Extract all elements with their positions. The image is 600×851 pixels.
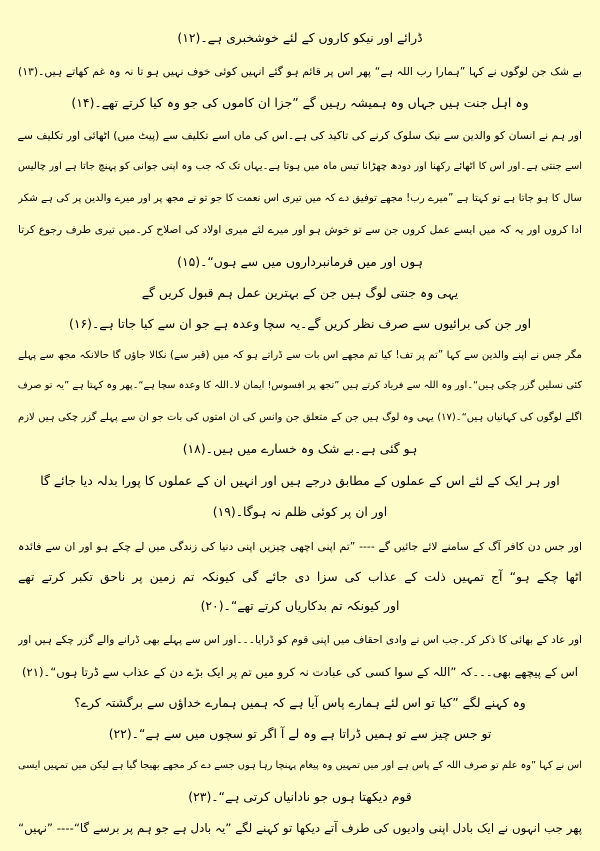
- text-line: یہی وہ جنتی لوگ ہیں جن کے بہترین عمل ہم قبول کریں گے: [141, 285, 459, 300]
- text-line: وہ اہل جنت ہیں جہاں وہ ہمیشہ رہیں گے ”جزا ان کاموں کی جو وہ کیا کرتے تھے۔(۱۴): [71, 95, 529, 110]
- text-line: ہوں اور میں فرمانبرداروں میں سے ہوں“۔(۱۵): [177, 254, 423, 269]
- text-line: اور ان پر کوئی ظلم نہ ہوگا۔(۱۹): [212, 504, 388, 519]
- text-line: قوم دیکھتا ہوں جو نادانیاں کرتی ہے“۔(۲۳): [188, 789, 412, 804]
- text-line: اور عاد کے بھائی کا ذکر کر۔جب اس نے وادی احقاف میں اپنی قوم کو ڈرایا۔۔۔اور اس سے پہلے بھی ڈرانے والے گزر چکے ہیں اور: [18, 634, 582, 646]
- text-line: ہو گئی ہے۔بے شک وہ خسارے میں ہیں۔(۱۸): [182, 441, 418, 456]
- text-line: اور ہم نے انسان کو والدین سے نیک سلوک کرنے کی تاکید کی ہے۔اس کی ماں اسے تکلیف سے (پیٹ میں) اٹھائی اور تکلیف سے: [18, 129, 582, 142]
- text-line: تو جس چیز سے تو ہمیں ڈراتا ہے وہ لے آ اگر تو سچوں میں سے ہے“۔(۲۲): [108, 726, 492, 741]
- text-line: اسے جنتی ہے۔اور اس کا اٹھائے رکھنا اور دودھ چھڑانا تیس ماہ میں ہوتا ہے۔یہاں تک کہ جب وہ اپنی جوانی کو پہنچ جاتا ہے اور چالیس: [18, 161, 582, 172]
- text-line: ادا کروں اور یہ کہ میں ایسے عمل کروں جن سے تو خوش ہو اور میرے لئے میری اولاد کی اصلاح کر۔میں تیری طرف رجوع کرتا: [18, 224, 582, 236]
- text-line: اور کیونکہ تم بدکاریاں کرتے تھے“۔(۲۰): [200, 598, 400, 613]
- text-line: اس نے کہا ”وہ علم تو صرف اللہ کے پاس ہے اور میں تمہیں وہ پیغام پہنچا رہا ہوں جسے دے کر مجھے بھیجا گیا ہے لیکن میں تمہیں ایسی: [18, 760, 582, 771]
- text-line: کئی نسلیں گزر چکی ہیں“۔اور وہ اللہ سے فریاد کرتے ہیں ”تجھ پر افسوس! ایمان لا۔اللہ کا وعدہ سچا ہے“۔پھر وہ کہتا ہے ”یہ تو صرف: [18, 380, 582, 391]
- text-line: اور جن کی برائیوں سے صرف نظر کریں گے۔یہ سچا وعدہ ہے جو ان سے کیا جاتا ہے۔(۱۶): [68, 316, 532, 331]
- text-line: اگلے لوگوں کی کہانیاں ہیں“۔(۱۷) یہی وہ لوگ ہیں جن کے متعلق جن وانس کی ان امتوں کی بات جو ان سے پہلے گزر چکی ہیں لازم: [18, 412, 582, 423]
- text-line: اور جس دن کافر آگ کے سامنے لائے جائیں گے ---- ”تم اپنی اچھی چیزیں اپنی دنیا کی زندگی میں لے چکے ہو اور ان سے فائدہ: [18, 540, 582, 553]
- text-line: سال کا ہو جاتا ہے تو کہتا ہے ”میرے رب! مجھے توفیق دے کہ میں تیری اس نعمت کا جو تو نے مجھ پر اور میرے والدین پر کی ہے شکر: [18, 193, 582, 204]
- text-line: اٹھا چکے ہو“ آج تمہیں ذلت کے عذاب کی سزا دی جائے گی کیونکہ تم زمین پر ناحق تکبر کرتے تھے: [18, 569, 582, 584]
- text-line: وہ کہنے لگے ”کیا تو اس لئے ہمارے پاس آیا ہے کہ ہمیں ہمارے خداؤں سے برگشتہ کرے؟: [74, 695, 526, 710]
- text-line: اس کے پیچھے بھی۔۔۔کہ ”اللہ کے سوا کسی کی عبادت نہ کرو میں تم پر ایک بڑے دن کے عذاب سے ڈرتا ہوں“۔(۲۱): [21, 665, 579, 679]
- text-line: بے شک جن لوگوں نے کہا ”ہمارا رب اللہ ہے“ پھر اس پر قائم ہو گئے انہیں کوئی خوف نہیں ہو تا نہ وہ غم کھاتے ہیں۔(۱۳): [18, 65, 582, 78]
- text-line: مگر جس نے اپنے والدین سے کہا ”تم پر تف! کیا تم مجھے اس بات سے ڈراتے ہو کہ میں (قبر سے) نکالا جاؤں گا حالانکہ مجھ سے پہلے: [18, 350, 582, 361]
- text-line: ڈرائے اور نیکو کاروں کے لئے خوشخبری ہے۔(۱۲): [177, 30, 423, 45]
- text-line: پھر جب انہوں نے ایک بادل اپنی وادیوں کی طرف آتے دیکھا تو کہنے لگے ”یہ بادل ہے جو ہم پر برسے گا“---- ”نہیں“: [18, 821, 582, 835]
- text-line: اور ہر ایک کے لئے اس کے عملوں کے مطابق درجے ہیں اور انہیں ان کے عملوں کا پورا بدلہ دیا جائے گا: [40, 473, 560, 488]
